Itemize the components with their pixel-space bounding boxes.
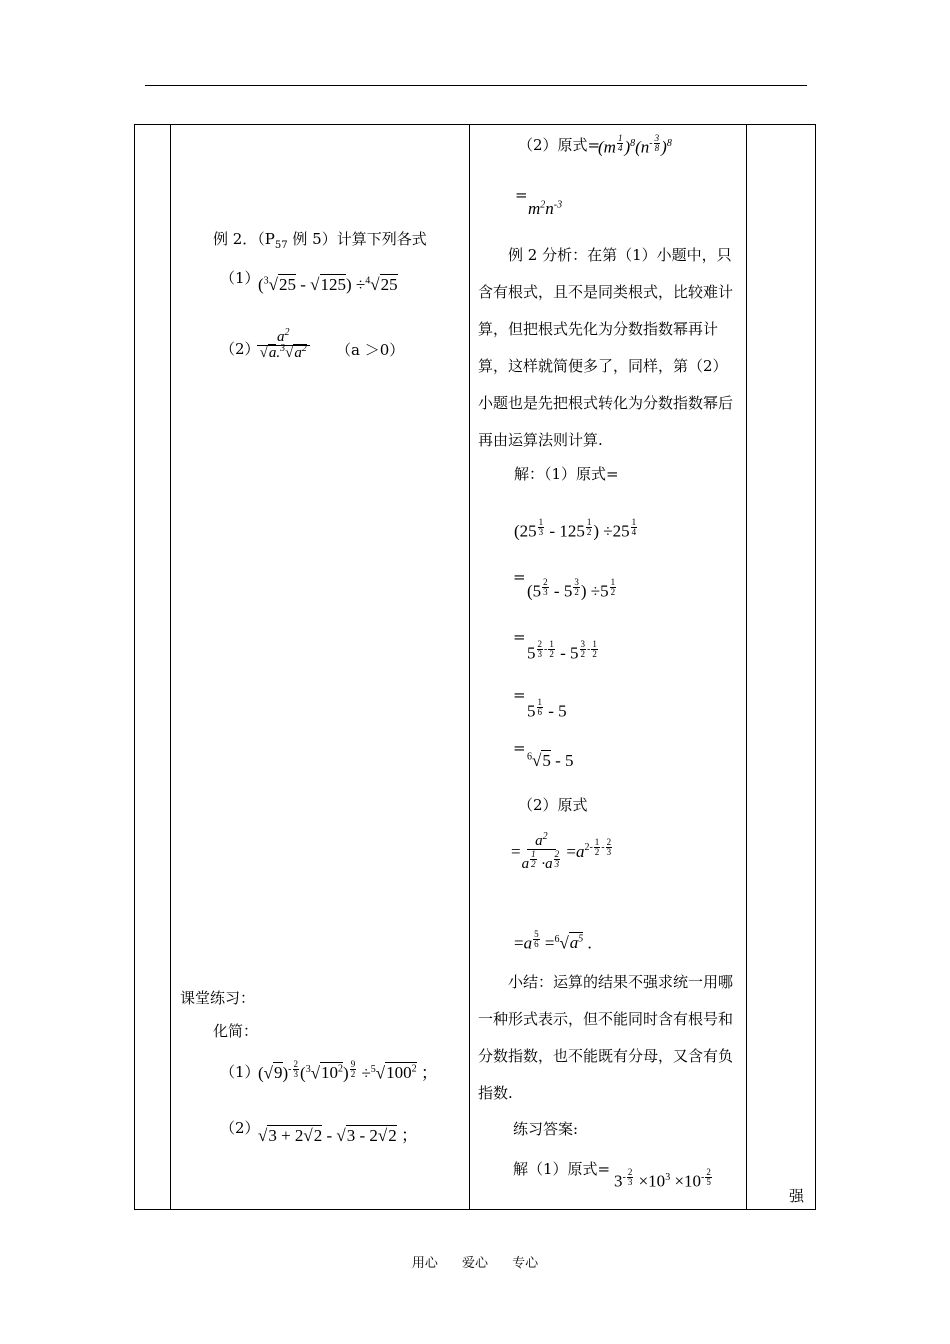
example2-title: 例 2．（$P_{57}$ 例 5）计算下列各式 (213, 230, 427, 251)
eq-sign: = (513, 686, 526, 704)
solution-step5: $^6$√5 - 5 (527, 751, 574, 770)
practice-answer-label: 练习答案: (513, 1120, 579, 1138)
p2-solution: = $a^2$ a $^{\frac{1}{2}}$ ·a $^{\frac{2}{3}}$ $=a^{2- \frac{1}{2} - \frac{2}{3}}$ (511, 831, 612, 872)
edge-char: 强 (789, 1187, 805, 1205)
item2-label: （2） (220, 340, 260, 358)
header-rule (145, 85, 807, 86)
solution-step2: (5 $^{\frac{2}{3}}$ - 5 $^{\frac{3}{2}}$ ) ÷5 $^{\frac{1}{2}}$ (527, 577, 616, 601)
item2-condition: （a ＞0） (336, 341, 405, 359)
simplify-label: 化简： (213, 1022, 259, 1040)
p2-orig-label: （2）原式 (518, 796, 588, 814)
right-p2-formula: (m $^{\frac{1}{4}}$ )$^8(n^{- \frac{3}{8}}$ )$^8$ (598, 133, 672, 157)
p2-result: =a $^{\frac{5}{6}}$ $=^6√a^5$ . (514, 929, 592, 953)
page-footer: 用心 爱心 专心 (411, 1256, 539, 1271)
solution-step4: 5 $^{\frac{1}{6}}$ - 5 (527, 697, 567, 721)
right-p2-label: （2）原式= (518, 136, 601, 154)
column-divider (746, 124, 747, 1210)
practice1-label: （1） (220, 1063, 260, 1081)
solution-step3: 5 $^{\frac{2}{3} - \frac{1}{2}}$ - 5 $^{\frac{3}{2} - \frac{1}{2}}$ (527, 639, 597, 663)
sol1-label: 解（1）原式= (513, 1160, 611, 1178)
right-p2-result: $m^2n^{-3}$ (528, 199, 563, 218)
column-divider (469, 124, 470, 1210)
practice2-formula: √3 + 2√2 - √3 - 2√2 ； (258, 1126, 419, 1145)
practice-title: 课堂练习： (180, 989, 256, 1007)
item1-formula: ($^3$√25 - √125) ÷$^4$√25 (258, 275, 398, 294)
practice2-label: （2） (220, 1119, 260, 1137)
eq-sign: = (515, 186, 528, 204)
solution-label: 解：（1）原式= (514, 465, 619, 483)
column-divider (170, 124, 171, 1210)
eq-sign: = (513, 739, 526, 757)
solution-step1: (25 $^{\frac{1}{3}}$ - 125 $^{\frac{1}{2}}$ ) ÷25 $^{\frac{1}{4}}$ (514, 517, 637, 541)
eq-sign: = (513, 568, 526, 586)
practice1-formula: $(√9)^{- \frac{2}{3}}$ $(^3√10^2)$ $^{\frac{9}{2}}$ $\div^5√100^2$ ； (258, 1059, 438, 1083)
item1-label: （1） (220, 269, 260, 287)
summary-paragraph: 小结：运算的结果不强求统一用哪一种形式表示，但不能同时含有根号和分数指数，也不能既有分母，又含有负指数. (478, 973, 734, 1102)
sol1-formula: $3^{- \frac{2}{3}}$ $\times 10^3 \times 10^{- \frac{2}{5}}$ (614, 1167, 711, 1191)
analysis-paragraph: 例 2 分析：在第（1）小题中，只含有根式，且不是同类根式，比较难计算，但把根式先化为分数指数幂再计算，这样就简便多了，同样，第（2）小题也是先把根式转化为分数指数幂后再由运算法则计算. (478, 246, 734, 449)
item2-formula: $\frac{a^2}{√a.^3√a^2}$ (256, 330, 311, 361)
eq-sign: = (513, 628, 526, 646)
